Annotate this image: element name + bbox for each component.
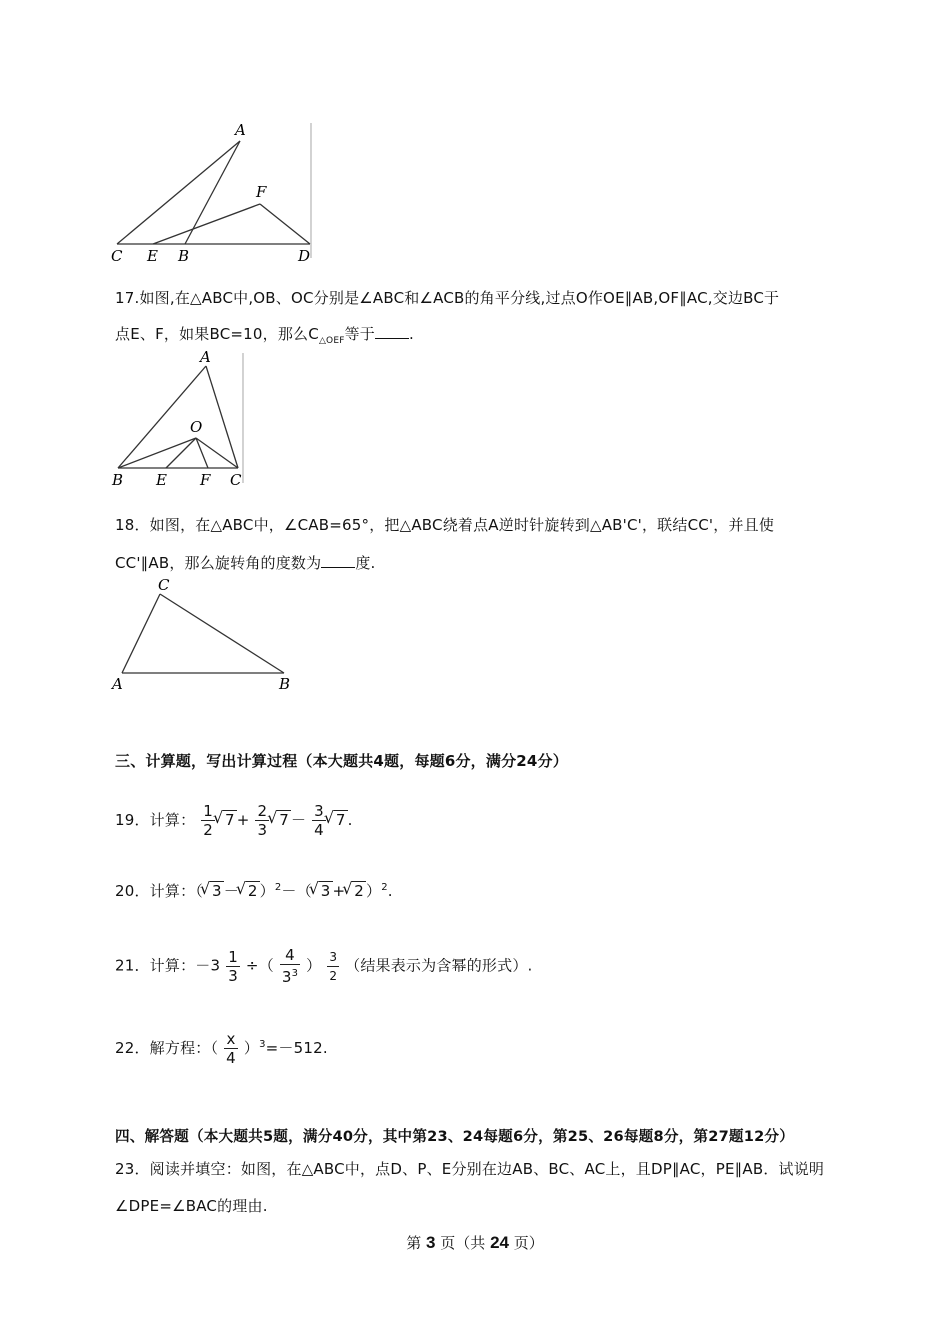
q19-frac3: $\frac{3}{4}$ [314, 802, 324, 839]
page-footer [0, 1232, 950, 1253]
segment-CA [117, 141, 240, 244]
q20-exp1: 2 [274, 882, 282, 893]
q20-exp2: 2 [381, 882, 388, 893]
q18-line2-post: 度. [355, 554, 376, 572]
figure-18 [108, 576, 298, 694]
q23-line2: ∠DPE=∠BAC的理由. [115, 1197, 268, 1215]
label-A: A [235, 121, 246, 139]
q20-mid: －（ [281, 882, 312, 900]
q19-op2: － [290, 811, 307, 829]
figure-18-svg [108, 576, 298, 694]
q21-note: （结果表示为含幂的形式）. [345, 956, 533, 975]
q19-frac1: $\frac{1}{2}$ [203, 802, 214, 839]
q22-exp: 3 [259, 1039, 266, 1050]
label-E: E [156, 471, 167, 489]
footer-total-pages: 24 [490, 1233, 509, 1252]
q21-label: 21．计算：－3 [115, 956, 221, 975]
q19-end: . [347, 811, 353, 829]
q19-label: 19．计算： [115, 811, 196, 829]
footer-post: 页） [513, 1234, 544, 1252]
q18-answer-blank [321, 553, 355, 568]
q20-sqrt1: √ 3 [210, 881, 224, 900]
q20-sqrt4: √ 2 [352, 881, 366, 900]
segment-AC [122, 594, 160, 673]
figure-16 [105, 118, 320, 268]
label-E: E [147, 247, 158, 265]
figure-16-svg [105, 118, 320, 268]
figure-17 [108, 348, 248, 488]
q18-line2-pre: CC'∥AB，那么旋转角的度数为 [115, 554, 322, 572]
q21-frac1: $\frac{1}{3}$ [228, 947, 238, 985]
q22-frac: $\frac{x}{4}$ [226, 1030, 236, 1067]
label-B: B [178, 247, 190, 265]
q21-close: ） [306, 956, 322, 975]
q20-sqrt2: √ 2 [246, 881, 260, 900]
label-A: A [200, 348, 211, 366]
footer-mid: 页（共 [440, 1234, 486, 1252]
q19-sqrt2: √ 7 [277, 810, 291, 829]
q21 [115, 946, 533, 986]
q21-frac3: $\frac{3}{2}$ [329, 949, 338, 983]
q23-line1: 23．阅读并填空：如图，在△ABC中，点D、P、E分别在边AB、BC、AC上，且DP∥AC，PE∥AB．试说明 [115, 1160, 825, 1178]
q19-op1: + [236, 811, 250, 829]
q20-close1: ） [259, 882, 275, 900]
segment-AC [206, 366, 238, 468]
label-F: F [200, 471, 211, 489]
label-C: C [230, 471, 242, 489]
q17-line2-post: 等于 [344, 325, 376, 343]
q20-end: . [387, 882, 393, 900]
q21-frac2: $\frac{4}{3^3}$ [281, 946, 299, 986]
q21-div: ÷（ [245, 956, 274, 975]
q19-frac2: $\frac{2}{3}$ [257, 802, 268, 839]
q20-sqrt3: √ 3 [319, 881, 333, 900]
q19-sqrt3: √ 7 [334, 810, 348, 829]
section4-title: 四、解答题（本大题共5题，满分40分，其中第23、24每题6分，第25、26每题8分，第27题12分） [115, 1128, 795, 1145]
q18-line2 [115, 552, 376, 573]
q22-label: 22．解方程：（ [115, 1039, 219, 1057]
q19 [115, 802, 353, 839]
label-O: O [190, 418, 203, 436]
segment-BO [118, 438, 196, 468]
footer-page-number: 3 [426, 1233, 436, 1252]
q19-sqrt1: √ 7 [223, 810, 237, 829]
q22 [115, 1030, 328, 1067]
figure-17-svg [108, 348, 248, 488]
label-B: B [112, 471, 124, 489]
q22-rest: =－512. [265, 1039, 328, 1057]
label-F: F [256, 183, 267, 201]
segment-EF [153, 204, 260, 244]
label-C: C [111, 247, 123, 265]
q17-answer-blank [375, 324, 409, 339]
q17-line2-pre: 点E、F，如果BC=10，那么C [115, 325, 319, 343]
label-A: A [112, 675, 123, 693]
q20-op1: － [223, 882, 239, 900]
q20-label: 20．计算：（ [115, 882, 203, 900]
q17-line1: 17.如图,在△ABC中,OB、OC分别是∠ABC和∠ACB的角平分线,过点O作OE∥AB,OF∥AC,交边BC于 [115, 289, 780, 307]
footer-pre: 第 [406, 1234, 422, 1252]
q17-line2 [115, 323, 414, 346]
segment-CB [160, 594, 284, 673]
label-B: B [279, 675, 291, 693]
label-C: C [158, 576, 170, 594]
segment-BA [118, 366, 206, 468]
q17-line2-sub: △OEF [318, 336, 345, 346]
q17-line2-end: . [409, 325, 414, 343]
section3-title: 三、计算题，写出计算过程（本大题共4题，每题6分，满分24分） [115, 752, 568, 770]
segment-OE [166, 438, 196, 468]
label-D: D [298, 247, 311, 265]
q20 [115, 880, 393, 901]
segment-FD [260, 204, 310, 244]
q18-line1: 18．如图，在△ABC中，∠CAB=65°，把△ABC绕着点A逆时针旋转到△AB'C'，联结CC'，并且使 [115, 516, 775, 534]
q20-close2: ） [366, 882, 382, 900]
q22-close: ） [243, 1039, 260, 1057]
q20-op2: + [332, 882, 346, 900]
